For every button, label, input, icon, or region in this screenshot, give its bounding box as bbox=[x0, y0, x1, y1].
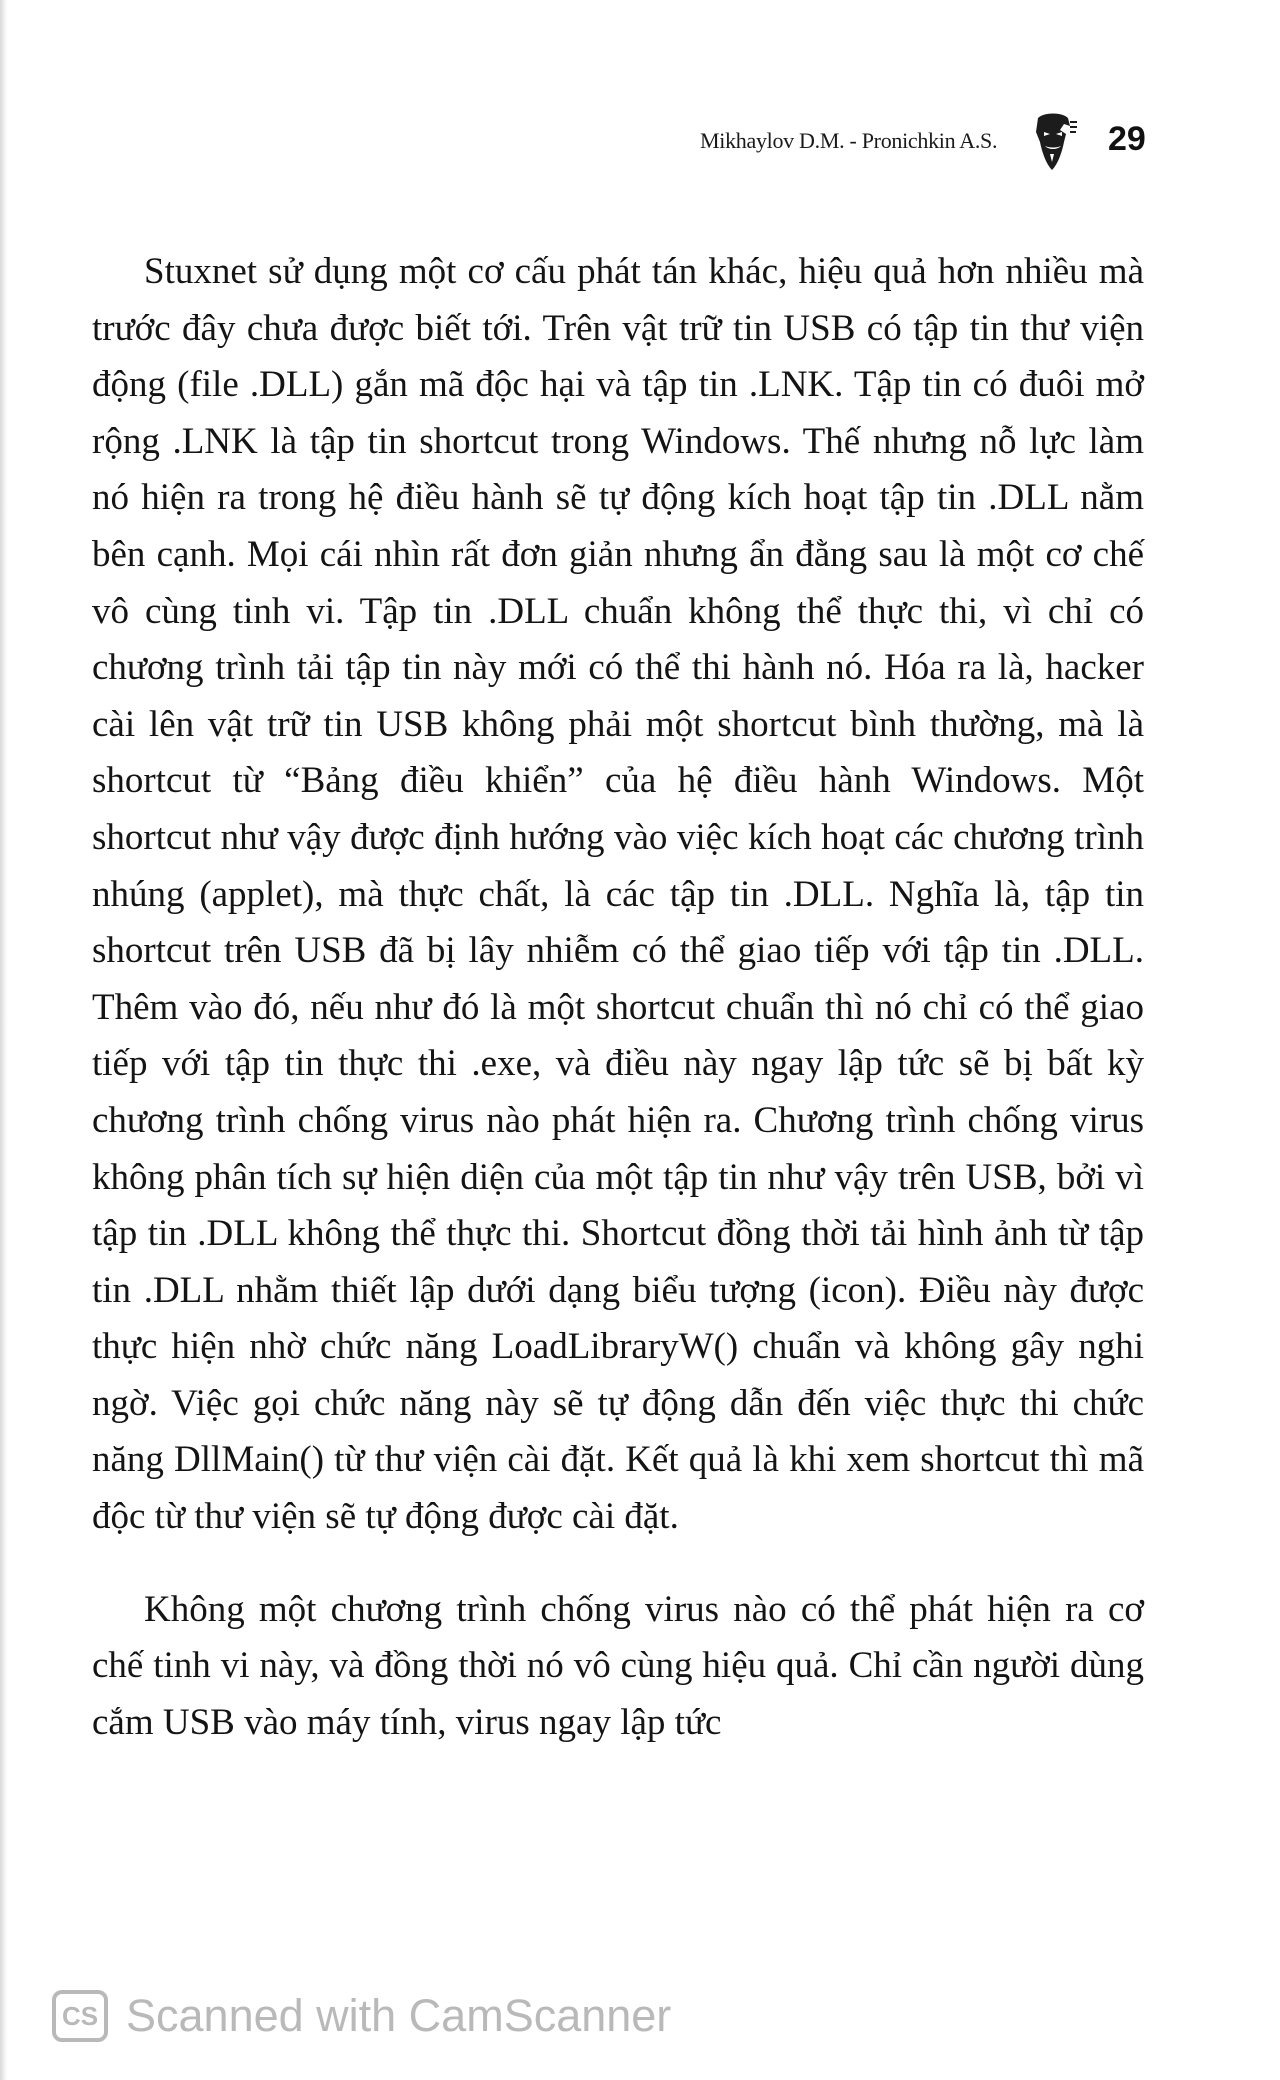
camscanner-logo-icon: CS bbox=[52, 1990, 108, 2042]
watermark-text: Scanned with CamScanner bbox=[126, 1990, 672, 2041]
paragraph: Không một chương trình chống virus nào có thể phát hiện ra cơ chế tinh vi này, và đồng thời nó vô cùng hiệu quả. Chỉ cần người dùng cắm USB vào máy tính, virus ngay lập tức bbox=[92, 1588, 1144, 1743]
running-header bbox=[680, 112, 1146, 172]
paragraph: Stuxnet sử dụng một cơ cấu phát tán khác, hiệu quả hơn nhiều mà trước đây chưa được biết tới. Trên vật trữ tin USB có tập tin thư viện động (file .DLL) gắn mã độc hại và tập tin .LNK. Tập tin có đuôi mở rộng .LNK là tập tin shortcut trong Windows. Thế nhưng nỗ lực làm nó hiện ra trong hệ điều hành sẽ tự động kích hoạt tập tin .DLL nằm bên cạnh. Mọi cái nhìn rất đơn giản nhưng ẩn đằng sau là một cơ chế vô cùng tinh vi. Tập tin .DLL chuẩn không thể thực thi, vì chỉ có chương trình tải tập tin này mới có thể thi hành nó. Hóa ra là, hacker cài lên vật trữ tin USB không phải một shortcut bình thường, mà là shortcut từ “Bảng điều khiển” của hệ điều hành Windows. Một shortcut như vậy được định hướng vào việc kích hoạt các chương trình nhúng (applet), mà thực chất, là các tập tin .DLL. Nghĩa là, tập tin shortcut trên USB đã bị lây nhiễm có thể giao tiếp với tập tin .DLL. Thêm vào đó, nếu như đó là một shortcut chuẩn thì nó chỉ có thể giao tiếp với tập tin thực thi .exe, và điều này ngay lập tức sẽ bị bất kỳ chương trình chống virus nào phát hiện ra. Chương trình chống virus không phân tích sự hiện diện của một tập tin như vậy trên USB, bởi vì tập tin .DLL không thể thực thi. Shortcut đồng thời tải hình ảnh từ tập tin .DLL nhằm thiết lập dưới dạng biểu tượng (icon). Điều này được thực hiện nhờ chức năng LoadLibraryW() chuẩn và không gây nghi ngờ. Việc gọi chức năng này sẽ tự động dẫn đến việc thực thi chức năng DllMain() từ thư viện cài đặt. Kết quả là khi xem shortcut thì mã độc từ thư viện sẽ tự động được cài đặt. bbox=[92, 251, 1144, 1538]
header-authors: Mikhaylov D.M. - Pronichkin A.S. bbox=[700, 128, 998, 153]
body-text bbox=[92, 244, 1144, 1751]
page-number: 29 bbox=[1108, 120, 1146, 158]
page-binding-edge bbox=[0, 0, 8, 2080]
masked-face-logo-icon bbox=[1030, 112, 1078, 172]
camscanner-watermark bbox=[52, 1986, 752, 2046]
